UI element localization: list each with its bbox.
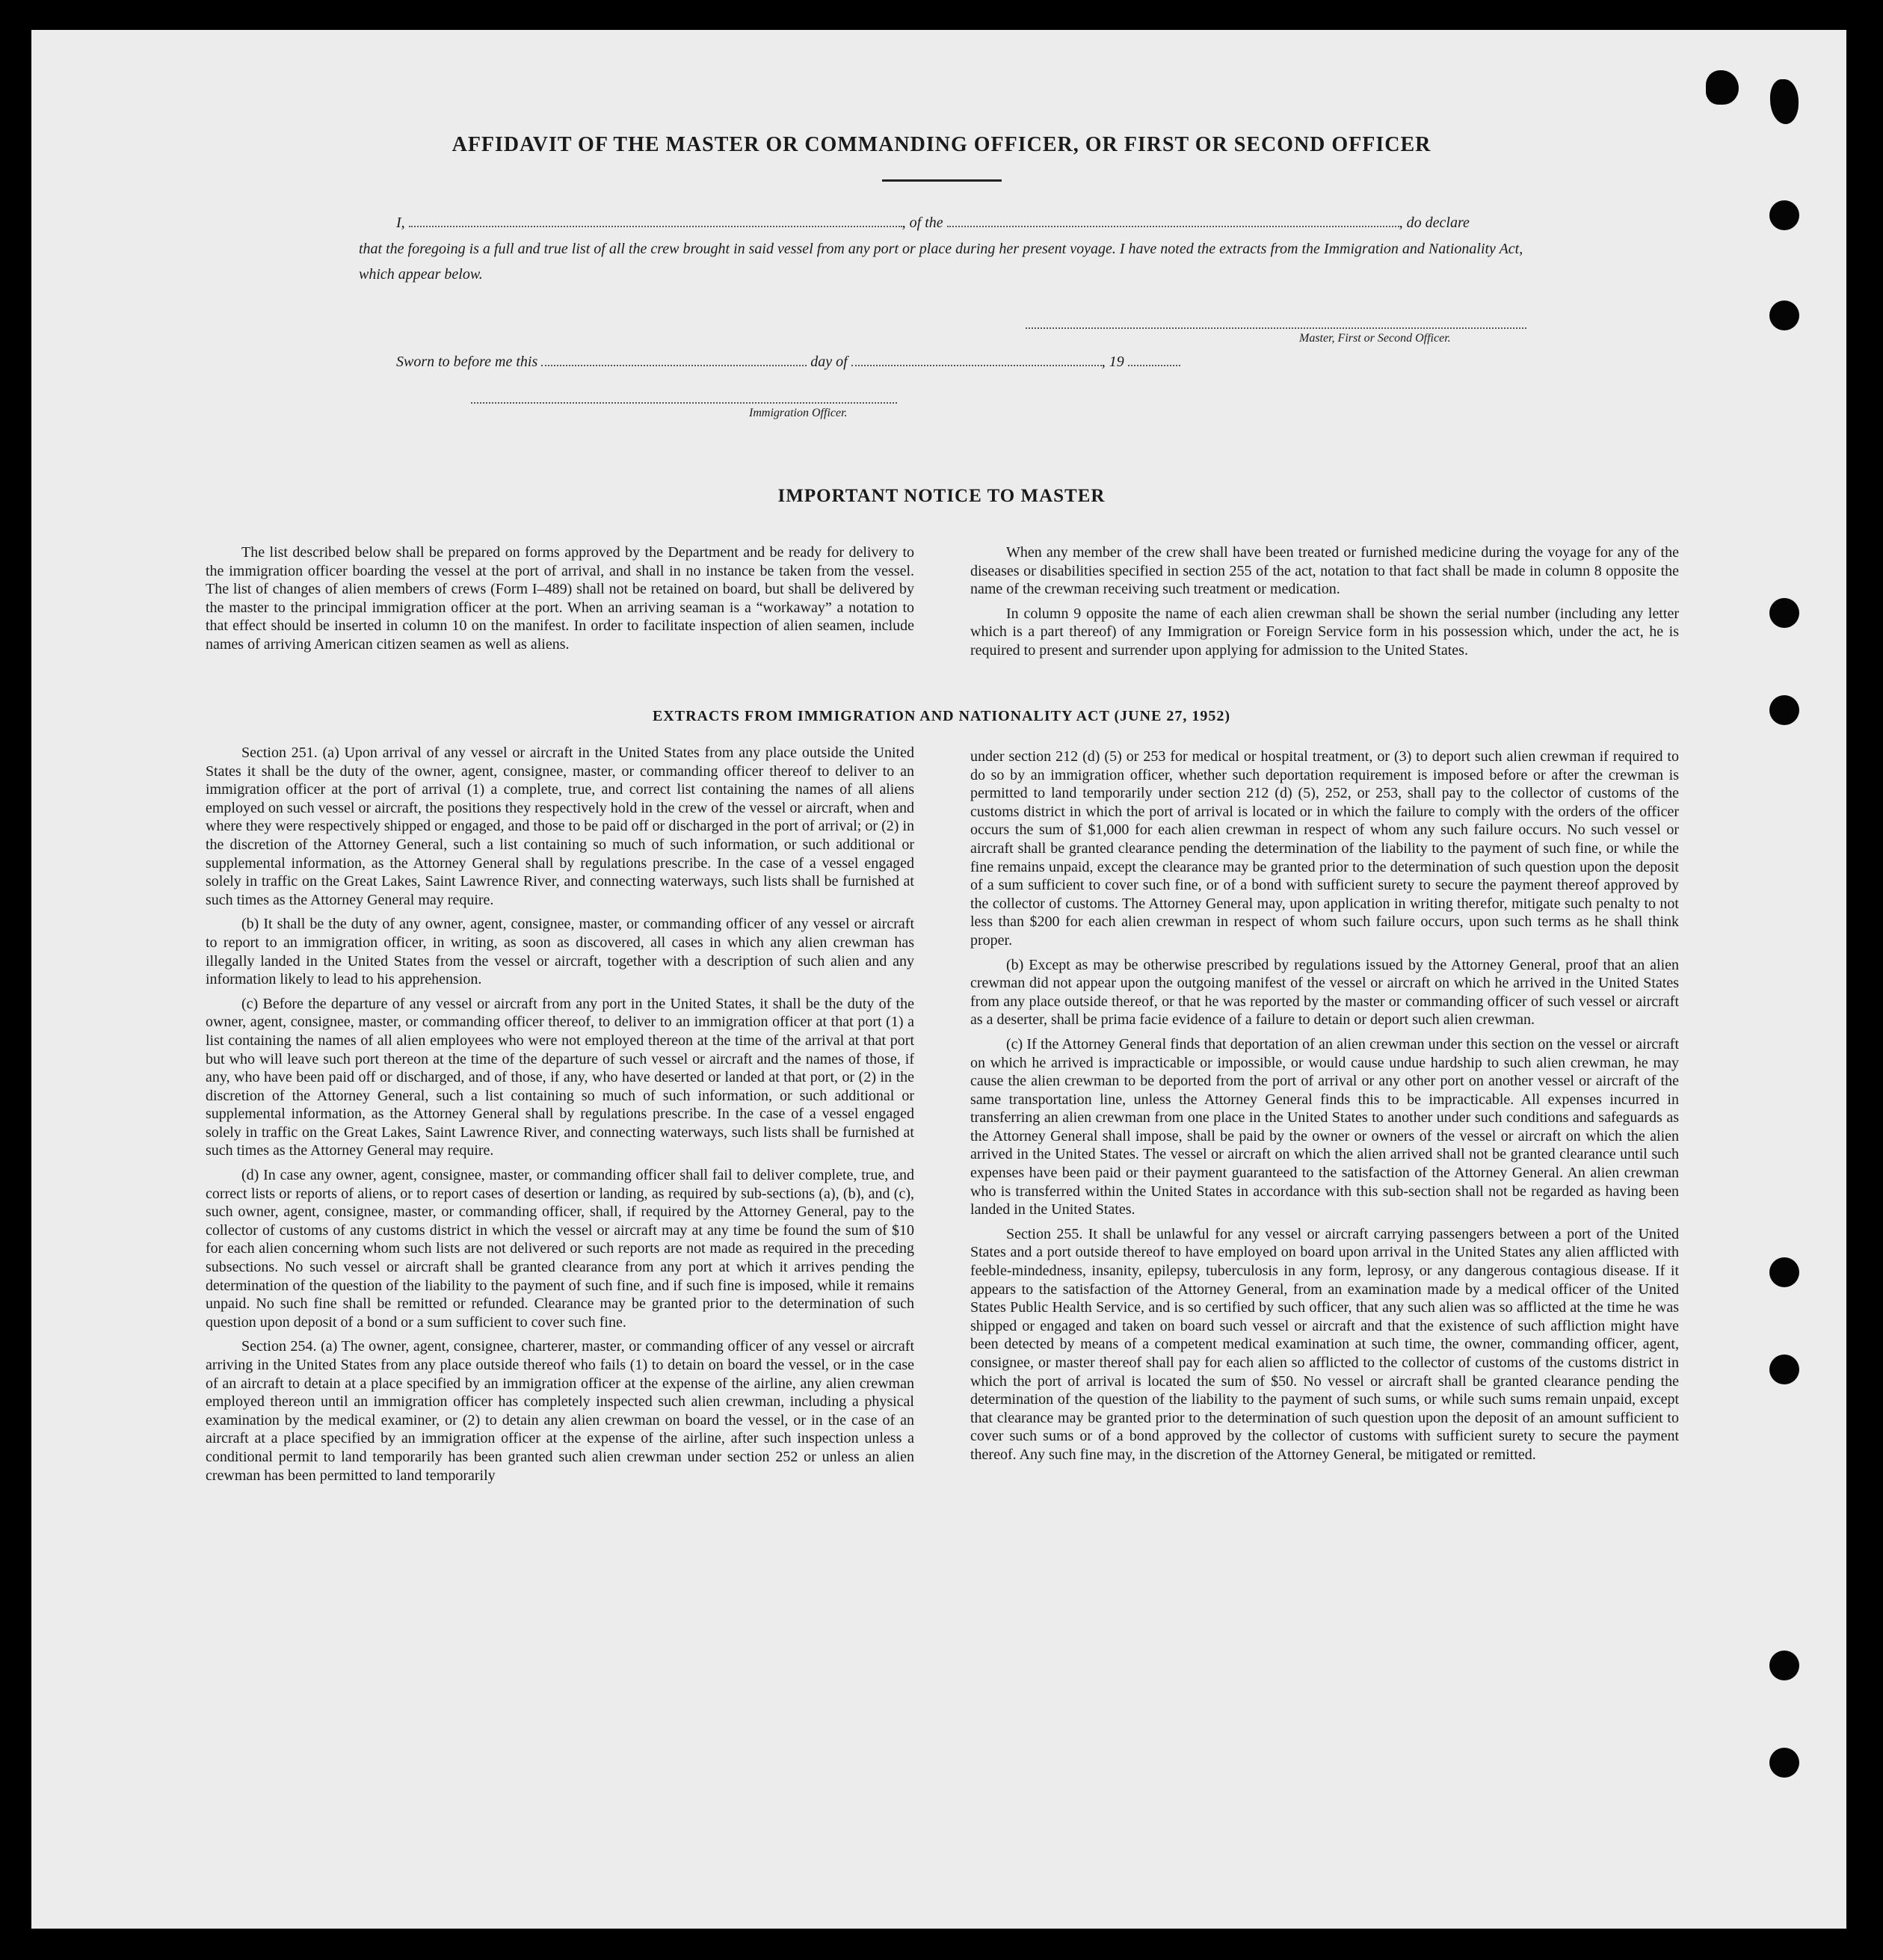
sworn-day-field[interactable]	[541, 351, 807, 366]
notice-paragraph: When any member of the crew shall have been treated or furnished medicine during the voyage for any of the diseases or disabilities specified in section 255 of the act, notation to that fact shall be made in column 8 opposite the name of the crewman receiving such treatment or medication.	[970, 544, 1679, 598]
title-rule	[882, 179, 1002, 182]
extracts-right-column	[970, 748, 1679, 1470]
extract-paragraph: (d) In case any owner, agent, consignee, master, or commanding officer shall fail to deliver complete, true, and correct lists or reports of aliens, or to report cases of desertion or landing, as required by sub-sections (a), (b), and (c), such owner, agent, consignee, master, or commanding officer, shall, if required by the Attorney General, pay to the collector of customs of any customs district in which the vessel or aircraft may at any time be found the sum of $10 for each alien concerning whom such lists are not delivered or such reports are not made as required in the preceding subsections. No such vessel or aircraft shall be granted clearance from any port at which it arrives pending the determination of the question of the liability to the payment of such fine, and if such fine is imposed, while it remains unpaid. No such fine shall be remitted or refunded. Clearance may be granted prior to the determination of such question upon deposit of a bond or a sum sufficient to cover such fine.	[206, 1167, 914, 1331]
binder-hole	[1769, 1257, 1799, 1287]
affidavit-title: AFFIDAVIT OF THE MASTER OR COMMANDING OFFICER, OR FIRST OR SECOND OFFICER	[452, 133, 1431, 156]
extract-paragraph: under section 212 (d) (5) or 253 for medical or hospital treatment, or (3) to deport such alien crewman if required to do so by an immigration officer, whether such deportation requirement is imposed before or after the crewman is permitted to land temporarily under section 212 (d) (5), 252, or 253, shall pay to the collector of customs of the customs district in which the port of arrival is located or in which the failure to comply with the orders of the officer occurs the sum of $1,000 for each alien crewman in respect of whom any such failure occurs. No such vessel or aircraft shall be granted clearance pending the determination of the liability to the payment of such fine, or while the fine remains unpaid, except the clearance may be granted prior to the determination of such question upon the deposit of a sum sufficient to cover such fine, or of a bond with sufficient surety to secure the payment thereof approved by the collector of customs. The Attorney General may, upon application in writing therefor, mitigate such penalty to not less than $200 for each alien crewman in respect of whom such failure occurs, upon such terms as he shall think proper.	[970, 748, 1679, 949]
master-signature-label: Master, First or Second Officer.	[1299, 332, 1451, 345]
extract-paragraph: Section 255. It shall be unlawful for any vessel or aircraft carrying passengers between a port of the United States and a port outside thereof to have employed on board upon arrival in the United States any alien afflicted with feeble-mindedness, insanity, epilepsy, tuberculosis in any form, leprosy, or any dangerous contagious disease. If it appears to the satisfaction of the Attorney General, from an examination made by a medical officer of the United States Public Health Service, and is so certified by such officer, that any such alien was so afflicted at the time he was shipped or engaged and taken on board such vessel or aircraft and that the existence of such affliction might have been detected by means of a competent medical examination at such time, the owner, commanding officer, agent, consignee, or master thereof shall pay for each alien so afflicted to the collector of customs of the customs district in which the port of arrival is located the sum of $50. No vessel or aircraft shall be granted clearance pending the determination of the question of the liability to the payment of such sums, or while such sums remain unpaid, except that clearance may be granted prior to the determination of such question upon the deposit of an amount sufficient to cover such sums or of a bond approved by the collector of customs with sufficient surety to secure the payment thereof. Any such fine may, in the discretion of the Attorney General, be mitigated or remitted.	[970, 1225, 1679, 1463]
extract-paragraph: Section 254. (a) The owner, agent, consignee, charterer, master, or commanding officer of any vessel or aircraft arriving in the United States from any place outside thereof who fails (1) to detain on board the vessel, or in the case of an aircraft to detain at a place specified by an immigration officer at the expense of the airline, any alien crewman employed thereon until an immigration officer has completely inspected such alien crewman, including a physical examination by the medical examiner, or (2) to detain any alien crewman on board the vessel, or in the case of an aircraft at a place specified by an immigration officer at the expense of the airline, after such inspection unless a conditional permit to land temporarily has been granted such alien crewman under section 252 or unless an alien crewman has been permitted to land temporarily	[206, 1338, 914, 1484]
binder-hole	[1769, 301, 1799, 330]
punch-mark	[1706, 70, 1739, 105]
extracts-heading: EXTRACTS FROM IMMIGRATION AND NATIONALITY ACT (JUNE 27, 1952)	[652, 708, 1231, 724]
notice-paragraph: In column 9 opposite the name of each alien crewman shall be shown the serial number (including any letter which is a part thereof) of any Immigration or Foreign Service form in his possession which, under the act, he is required to present and surrender upon applying for admission to the United States.	[970, 605, 1679, 659]
sworn-prefix: Sworn to before me this	[396, 354, 538, 370]
notice-paragraph: The list described below shall be prepared on forms approved by the Department and be ready for delivery to the immigration officer boarding the vessel at the port of arrival, and shall in no instance be taken from the vessel. The list of changes of alien members of crews (Form I–489) shall not be retained on board, but shall be delivered by the master to the principal immigration officer at the port. When an arriving seaman is a “workaway” a notation to that effect should be inserted in column 10 on the manifest. In order to facilitate inspection of alien seamen, include names of arriving American citizen seamen as well as aliens.	[206, 544, 914, 653]
extract-paragraph: Section 251. (a) Upon arrival of any vessel or aircraft in the United States from any place outside the United States it shall be the duty of the owner, agent, consignee, master, or commanding officer thereof to deliver to an immigration officer at the port of arrival (1) a complete, true, and correct list containing the names of all aliens employed on such vessel or aircraft, the positions they respectively hold in the crew of the vessel or aircraft, when and where they were respectively shipped or engaged, and those to be paid off or discharged in the port of arrival; or (2) in the discretion of the Attorney General, such a list containing so much of such information, or such additional or supplemental information, as the Attorney General shall by regulations prescribe. In the case of a vessel engaged solely in traffic on the Great Lakes, Saint Lawrence River, and connecting waterways, such lists shall be furnished at such times as the Attorney General may require.	[206, 745, 914, 908]
notice-right-column	[970, 543, 1679, 666]
master-signature-line[interactable]	[1026, 327, 1526, 329]
extract-paragraph: (c) Before the departure of any vessel or aircraft from any port in the United States, it shall be the duty of the owner, agent, consignee, master, or commanding officer thereof, to deliver to an immigration officer at that port (1) a list containing the names of all alien employees who were not employed thereon at the time of the arrival at that port but who will leave such port thereon at the time of the departure of such vessel or aircraft and the names of those, if any, who have been paid off or discharged, and of those, if any, who have deserted or landed at that port, or (2) in the discretion of the Attorney General, such a list containing so much of such information, or such additional or supplemental information, as the Attorney General shall by regulations prescribe. In the case of a vessel engaged solely in traffic on the Great Lakes, Saint Lawrence River, and connecting waterways, such lists shall be furnished at such times as the Attorney General may require.	[206, 995, 914, 1159]
notice-left-column	[206, 543, 914, 660]
vessel-field[interactable]	[947, 212, 1399, 227]
immigration-officer-signature-line[interactable]	[471, 402, 897, 404]
declaration-word-of-the: , of the	[902, 215, 943, 231]
sworn-year-prefix: , 19	[1101, 354, 1124, 370]
punch-mark	[1770, 79, 1799, 124]
binder-hole	[1769, 1355, 1799, 1384]
sworn-year-field[interactable]	[1128, 351, 1180, 366]
binder-hole	[1769, 200, 1799, 230]
notice-heading: IMPORTANT NOTICE TO MASTER	[777, 486, 1106, 506]
binder-hole	[1769, 1651, 1799, 1680]
extract-paragraph: (b) Except as may be otherwise prescribed by regulations issued by the Attorney General, proof that an alien crewman did not appear upon the outgoing manifest of the vessel or aircraft on which he arrived in the United States from any place outside thereof, or that he was reported by the master or commanding officer of such vessel or aircraft as a deserter, shall be prima facie evidence of a failure to detain or deport such alien crewman.	[970, 956, 1679, 1029]
declaration-word-i: I,	[396, 215, 405, 231]
binder-hole	[1769, 1748, 1799, 1778]
declaration-word-declare: , do declare	[1399, 215, 1470, 231]
extract-paragraph: (b) It shall be the duty of any owner, agent, consignee, master, or commanding officer of any vessel or aircraft to report to an immigration officer, in writing, as soon as discovered, all cases in which any alien crewman has illegally landed in the United States from the vessel or aircraft, together with a description of such alien and any information likely to lead to his apprehension.	[206, 916, 914, 988]
immigration-officer-label: Immigration Officer.	[749, 407, 848, 419]
extract-paragraph: (c) If the Attorney General finds that deportation of an alien crewman under this section on the vessel or aircraft on which he arrived is impracticable or impossible, or would cause undue hardship to such alien crewman, he may cause the alien crewman to be deported from the port of arrival or any other port on another vessel or aircraft of the same transportation line, unless the Attorney General finds this to be impracticable. All expenses incurred in transferring an alien crewman from one place in the United States to another under such conditions and safeguards as the Attorney General shall impose, shall be paid by the owner or owners of the vessel or aircraft on which the alien arrived in the United States. The vessel or aircraft on which the alien arrived shall not be granted clearance until such expenses have been paid or their payment guaranteed to the satisfaction of the Attorney General. An alien crewman who is transferred within the United States in accordance with this sub-section shall not be regarded as having been landed in the United States.	[970, 1035, 1679, 1218]
sworn-day-of: day of	[810, 354, 848, 370]
name-field[interactable]	[409, 212, 902, 227]
sworn-line	[396, 351, 1180, 371]
extracts-left-column	[206, 744, 914, 1491]
binder-hole	[1769, 598, 1799, 628]
sworn-month-field[interactable]	[851, 351, 1102, 366]
affidavit-statement: that the foregoing is a full and true list of all the crew brought in said vessel from any port or place during her present voyage. I have noted the extracts from the Immigration and Nationality Act, which appear below.	[359, 241, 1523, 283]
declaration-line	[396, 212, 1470, 232]
